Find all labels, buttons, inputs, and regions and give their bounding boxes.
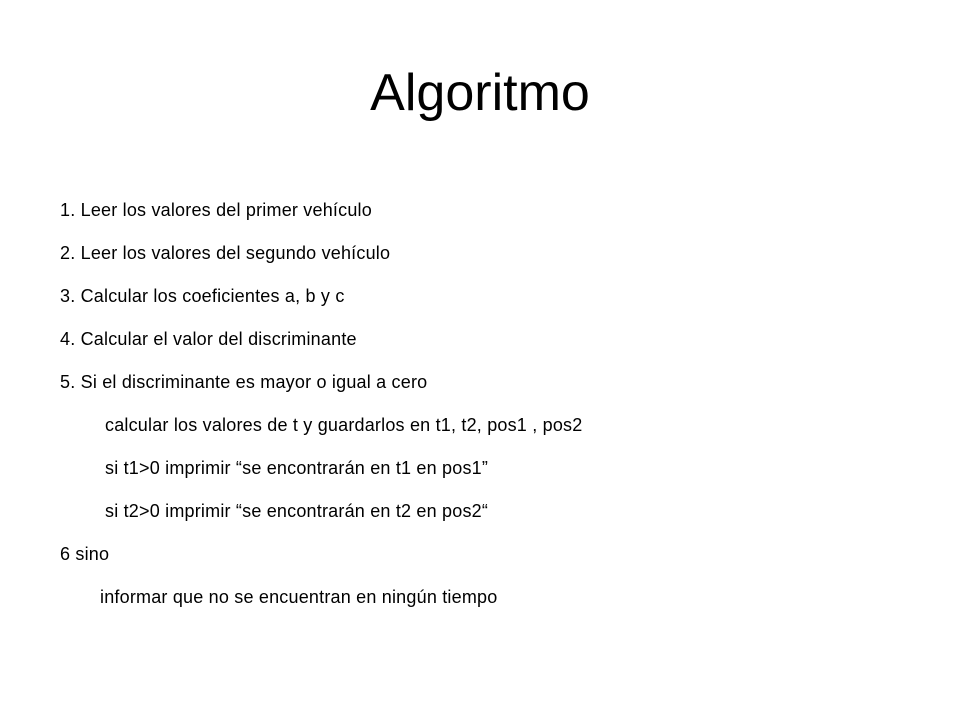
step-5-substep-calculate: calcular los valores de t y guardarlos en t1, t2, pos1 , pos2: [105, 415, 583, 435]
step-5: 5. Si el discriminante es mayor o igual a cero: [60, 372, 428, 392]
step-1: 1. Leer los valores del primer vehículo: [60, 200, 372, 220]
step-3: 3. Calcular los coeficientes a, b y c: [60, 286, 345, 306]
step-5-substep-t1: si t1>0 imprimir “se encontrarán en t1 en pos1”: [105, 458, 489, 478]
step-6: 6 sino: [60, 544, 110, 564]
slide-title: Algoritmo: [370, 64, 590, 122]
step-2: 2. Leer los valores del segundo vehículo: [60, 243, 391, 263]
algorithm-steps: [60, 198, 920, 628]
step-5-substep-t2: si t2>0 imprimir “se encontrarán en t2 en pos2“: [105, 501, 489, 521]
step-6-substep-inform: informar que no se encuentran en ningún tiempo: [100, 587, 498, 607]
step-4: 4. Calcular el valor del discriminante: [60, 329, 357, 349]
